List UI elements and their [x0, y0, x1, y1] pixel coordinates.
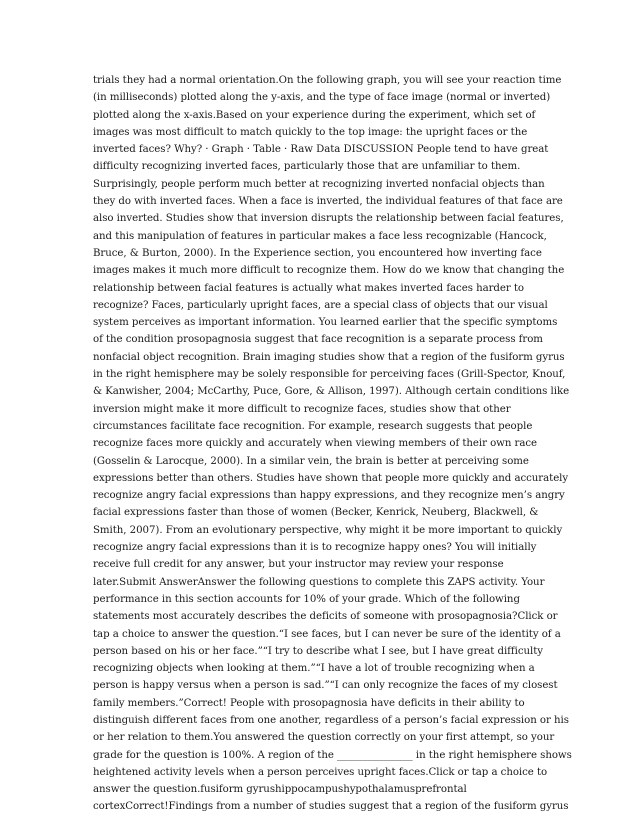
text-line: plotted along the x-axis.Based on your experience during the experiment, which set of — [93, 109, 536, 121]
text-line: nonfacial object recognition. Brain imaging studies show that a region of the fusiform gyrus — [93, 351, 565, 363]
text-line: recognize? Faces, particularly upright faces, are a special class of objects that our visual — [93, 299, 548, 311]
text-line: distinguish different faces from one another, regardless of a person’s facial expression or his — [93, 714, 569, 726]
text-line: family members.”Correct! People with prosopagnosia have deficits in their ability to — [93, 697, 525, 709]
text-line: facial expressions faster than those of women (Becker, Kenrick, Neuberg, Blackwell, & — [93, 507, 539, 519]
text-line: recognize angry facial expressions than it is to recognize happy ones? You will initially — [93, 542, 537, 554]
text-line: person based on his or her face.”“I try to describe what I see, but I have great difficulty — [93, 645, 543, 657]
text-line: Surprisingly, people perform much better at recognizing inverted nonfacial objects than — [93, 178, 545, 190]
text-line: Smith, 2007). From an evolutionary perspective, why might it be more important to quickly — [93, 524, 563, 536]
text-line: or her relation to them.You answered the question correctly on your first attempt, so your — [93, 732, 555, 744]
text-line: system perceives as important information. You learned earlier that the specific symptoms — [93, 317, 558, 329]
text-line: grade for the question is 100%. A region of the _______________ in the right hemisphere shows — [93, 749, 572, 761]
text-line: statements most accurately describes the deficits of someone with prosopagnosia?Click or — [93, 611, 558, 623]
text-line: (Gosselin & Larocque, 2000). In a similar vein, the brain is better at perceiving some — [93, 455, 529, 467]
text-line: inversion might make it more difficult to recognize faces, studies show that other — [93, 403, 511, 415]
text-line: later.Submit AnswerAnswer the following questions to complete this ZAPS activity. Your — [93, 576, 545, 588]
text-line: also inverted. Studies show that inversion disrupts the relationship between facial features, — [93, 213, 564, 225]
text-line: difficulty recognizing inverted faces, particularly those that are unfamiliar to them. — [93, 161, 521, 173]
text-line: and this manipulation of features in particular makes a face less recognizable (Hancock, — [93, 230, 547, 242]
text-line: heightened activity levels when a person perceives upright faces.Click or tap a choice to — [93, 766, 548, 778]
text-line: recognizing objects when looking at them.”“I have a lot of trouble recognizing when a — [93, 663, 535, 675]
text-line: expressions better than others. Studies have shown that people more quickly and accurately — [93, 472, 569, 484]
text-line: cortexCorrect!Findings from a number of studies suggest that a region of the fusiform gyrus — [93, 801, 569, 813]
text-line: relationship between facial features is actually what makes inverted faces harder to — [93, 282, 525, 294]
text-line: performance in this section accounts for 10% of your grade. Which of the following — [93, 593, 520, 605]
text-line: in the right hemisphere may be solely responsible for perceiving faces (Grill-Spector, Knouf, — [93, 369, 566, 381]
text-line: they do with inverted faces. When a face is inverted, the individual features of that face are — [93, 196, 563, 208]
text-line: of the condition prosopagnosia suggest that face recognition is a separate process from — [93, 334, 543, 346]
text-line: images was most difficult to match quickly to the top image: the upright faces or the — [93, 126, 528, 138]
text-line: trials they had a normal orientation.On the following graph, you will see your reaction time — [93, 75, 562, 86]
text-line: inverted faces? Why? · Graph · Table · Raw Data DISCUSSION People tend to have great — [93, 144, 549, 156]
text-line: person is happy versus when a person is sad.”“I can only recognize the faces of my closest — [93, 680, 558, 692]
text-line: answer the question.fusiform gyrushippocampushypothalamusprefrontal — [93, 784, 467, 796]
text-line: tap a choice to answer the question.“I see faces, but I can never be sure of the identity of a — [93, 628, 561, 640]
text-line: recognize faces more quickly and accurately when viewing members of their own race — [93, 438, 538, 450]
text-line: (in milliseconds) plotted along the y-axis, and the type of face image (normal or inverted) — [93, 92, 551, 104]
text-line: receive full credit for any answer, but your instructor may review your response — [93, 559, 504, 571]
body-text — [93, 72, 572, 816]
text-line: Bruce, & Burton, 2000). In the Experience section, you encountered how inverting face — [93, 247, 542, 259]
text-line: circumstances facilitate face recognition. For example, research suggests that people — [93, 420, 533, 432]
text-line: & Kanwisher, 2004; McCarthy, Puce, Gore, & Allison, 1997). Although certain conditions like — [93, 386, 570, 398]
text-line: images makes it much more difficult to recognize them. How do we know that changing the — [93, 265, 565, 277]
text-line: recognize angry facial expressions than happy expressions, and they recognize men’s angry — [93, 490, 565, 502]
